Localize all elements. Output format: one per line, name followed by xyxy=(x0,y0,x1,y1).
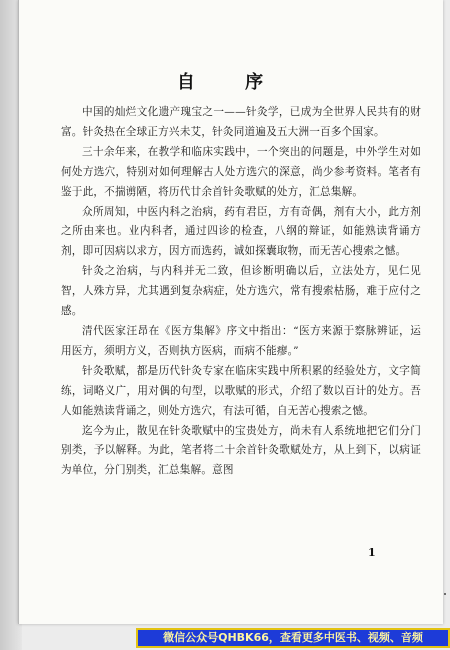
paragraph-7: 迄今为止，散见在针灸歌赋中的宝贵处方，尚未有人系统地把它们分门别类，予以解释。为此，笔者将二十余首针灸歌赋处方，从上到下，以病证为单位，分门别类，汇总集解。意图 xyxy=(61,424,421,477)
paragraph-6: 针灸歌赋，都是历代针灸专家在临床实践中所积累的经验处方，文字简练，词略义广，用对偶的句型，以歌赋的形式，介绍了数以百计的处方。吾人如能熟读背诵之，则处方选穴，有法可循，自无苦心搜索之憾。 xyxy=(61,364,421,417)
paragraph-5: 清代医家汪昂在《医方集解》序文中指出：“医方来源于察脉辨证，运用医方，须明方义，否则执方医病，而病不能瘳。” xyxy=(61,324,421,357)
page-title: 自 序 xyxy=(176,72,286,93)
body-text xyxy=(61,103,421,481)
paragraph-3: 众所周知，中医内科之治病，药有君臣，方有奇偶，剂有大小，此方剂之所由来也。业内科者，通过四诊的检查，八纲的辩证，如能熟读背诵方剂，即可因病以求方，因方而选药，诚如探囊取物，而无苦心搜索之憾。 xyxy=(61,205,421,258)
page-number: 1 xyxy=(368,546,376,559)
watermark-banner: 微信公众号QHBK66，查看更多中医书、视频、音频 xyxy=(136,628,450,648)
document-page xyxy=(18,0,443,624)
paragraph-1: 中国的灿烂文化遗产瑰宝之一——针灸学，已成为全世界人民共有的财富。针灸热在全球正方兴未艾，针灸同道遍及五大洲一百多个国家。 xyxy=(61,106,421,138)
scan-speck xyxy=(444,593,446,595)
paragraph-4: 针灸之治病，与内科并无二致，但诊断明确以后，立法处方，见仁见智，人殊方异，尤其遇到复杂病症，处方选穴，常有搜索枯肠，难于应付之感。 xyxy=(61,265,421,318)
paragraph-2: 三十余年来，在教学和临床实践中，一个突出的问题是，中外学生对如何处方选穴，特别对如何理解古人处方选穴的深意，尚少参考资料。笔者有鉴于此，不揣谫陋，将历代廿余首针灸歌赋的处方，汇总集解。 xyxy=(61,145,421,198)
